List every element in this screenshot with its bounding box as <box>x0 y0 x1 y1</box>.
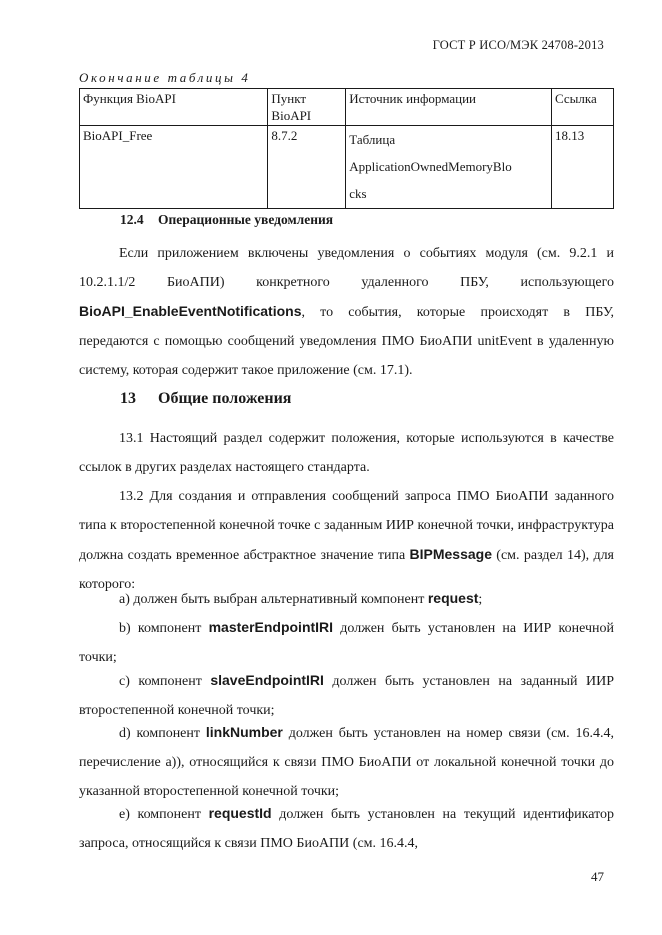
document-header: ГОСТ Р ИСО/МЭК 24708-2013 <box>432 38 604 52</box>
code-term: BIPMessage <box>409 546 492 562</box>
list-item-e <box>79 799 614 858</box>
page-number: 47 <box>591 869 604 884</box>
code-term: slaveEndpointIRI <box>210 672 324 688</box>
code-term: linkNumber <box>205 724 283 740</box>
list-item-c <box>79 666 614 725</box>
section-12-4-heading <box>120 212 333 228</box>
table-header-row <box>80 89 614 126</box>
paragraph-text: (см. раздел 14), для которого: <box>79 548 614 592</box>
code-term: BioAPI_EnableEventNotifications <box>79 303 302 319</box>
list-item-text: должен быть установлен на номер связи (см. 16.4.4, перечисление a)), относящийся к связи ПМО БиоАПИ от локальной конечной точки до указанной второстепенной конечной точки; <box>79 726 614 799</box>
paragraph-text: Если приложением включены уведомления о событиях модуля (см. 9.2.1 и 10.2.1.1/2 БиоАПИ) конкретного удаленного ПБУ, использующего <box>79 246 614 290</box>
paragraph-text: 13.2 Для создания и отправления сообщений запроса ПМО БиоАПИ заданного типа к второстепенной конечной точке с заданным ИИР конечной точки, инфраструктура должна создать временное абстрактное значение типа <box>79 489 614 563</box>
list-item-text: c) компонент <box>119 674 211 689</box>
section-number: 13 <box>120 390 136 407</box>
reference-table <box>79 88 614 209</box>
list-item-d <box>79 718 614 806</box>
section-title: Операционные уведомления <box>158 212 334 227</box>
column-header-clause: Пункт BioAPI <box>268 89 346 126</box>
list-item-text: должен быть установлен на заданный ИИР второстепенной конечной точки; <box>79 674 614 718</box>
table-row <box>80 126 614 209</box>
column-header-ref: Ссылка <box>552 89 614 126</box>
cell-source-prefix: Таблица <box>349 132 396 147</box>
section-12-4-paragraph <box>79 239 614 385</box>
list-item-text: e) компонент <box>119 807 209 822</box>
code-term: request <box>427 590 479 606</box>
section-title: Общие положения <box>158 390 292 407</box>
list-item-a <box>79 584 614 614</box>
list-item-text: должен быть установлен на текущий идентификатор запроса, относящийся к связи ПМО БиоАПИ (см. 16.4.4, <box>79 807 614 851</box>
list-item-text: должен быть установлен на ИИР конечной точки; <box>79 621 615 665</box>
cell-function: BioAPI_Free <box>80 126 268 209</box>
cell-source-name <box>349 159 511 201</box>
list-item-b <box>79 613 614 672</box>
cell-ref: 18.13 <box>552 126 614 209</box>
column-header-source: Источник информации <box>346 89 552 126</box>
cell-source <box>346 126 552 209</box>
paragraph-13-2 <box>79 482 614 599</box>
section-13-heading <box>120 390 291 408</box>
list-item-text: b) компонент <box>119 621 209 636</box>
column-header-function: Функция BioAPI <box>80 89 268 126</box>
list-item-text: a) должен быть выбран альтернативный компонент <box>119 592 428 607</box>
cell-source-name-part2: cks <box>349 186 367 201</box>
list-item-text: ; <box>478 592 483 607</box>
list-item-text: d) компонент <box>119 726 206 741</box>
paragraph-13-1: 13.1 Настоящий раздел содержит положения, которые используются в качестве ссылок в других разделах настоящего стандарта. <box>79 431 614 475</box>
section-number: 12.4 <box>120 212 144 227</box>
code-term: requestId <box>208 805 272 821</box>
paragraph-text: , то события, которые происходят в ПБУ, передаются с помощью сообщений уведомления ПМО БиоАПИ unitEvent в удаленную систему, которая содержит такое приложение (см. 17.1). <box>79 305 614 378</box>
cell-clause: 8.7.2 <box>268 126 346 209</box>
table-caption: Окончание таблицы 4 <box>79 70 251 85</box>
cell-source-name-part1: ApplicationOwnedMemoryBlo <box>349 159 512 174</box>
code-term: masterEndpointIRI <box>208 619 334 635</box>
